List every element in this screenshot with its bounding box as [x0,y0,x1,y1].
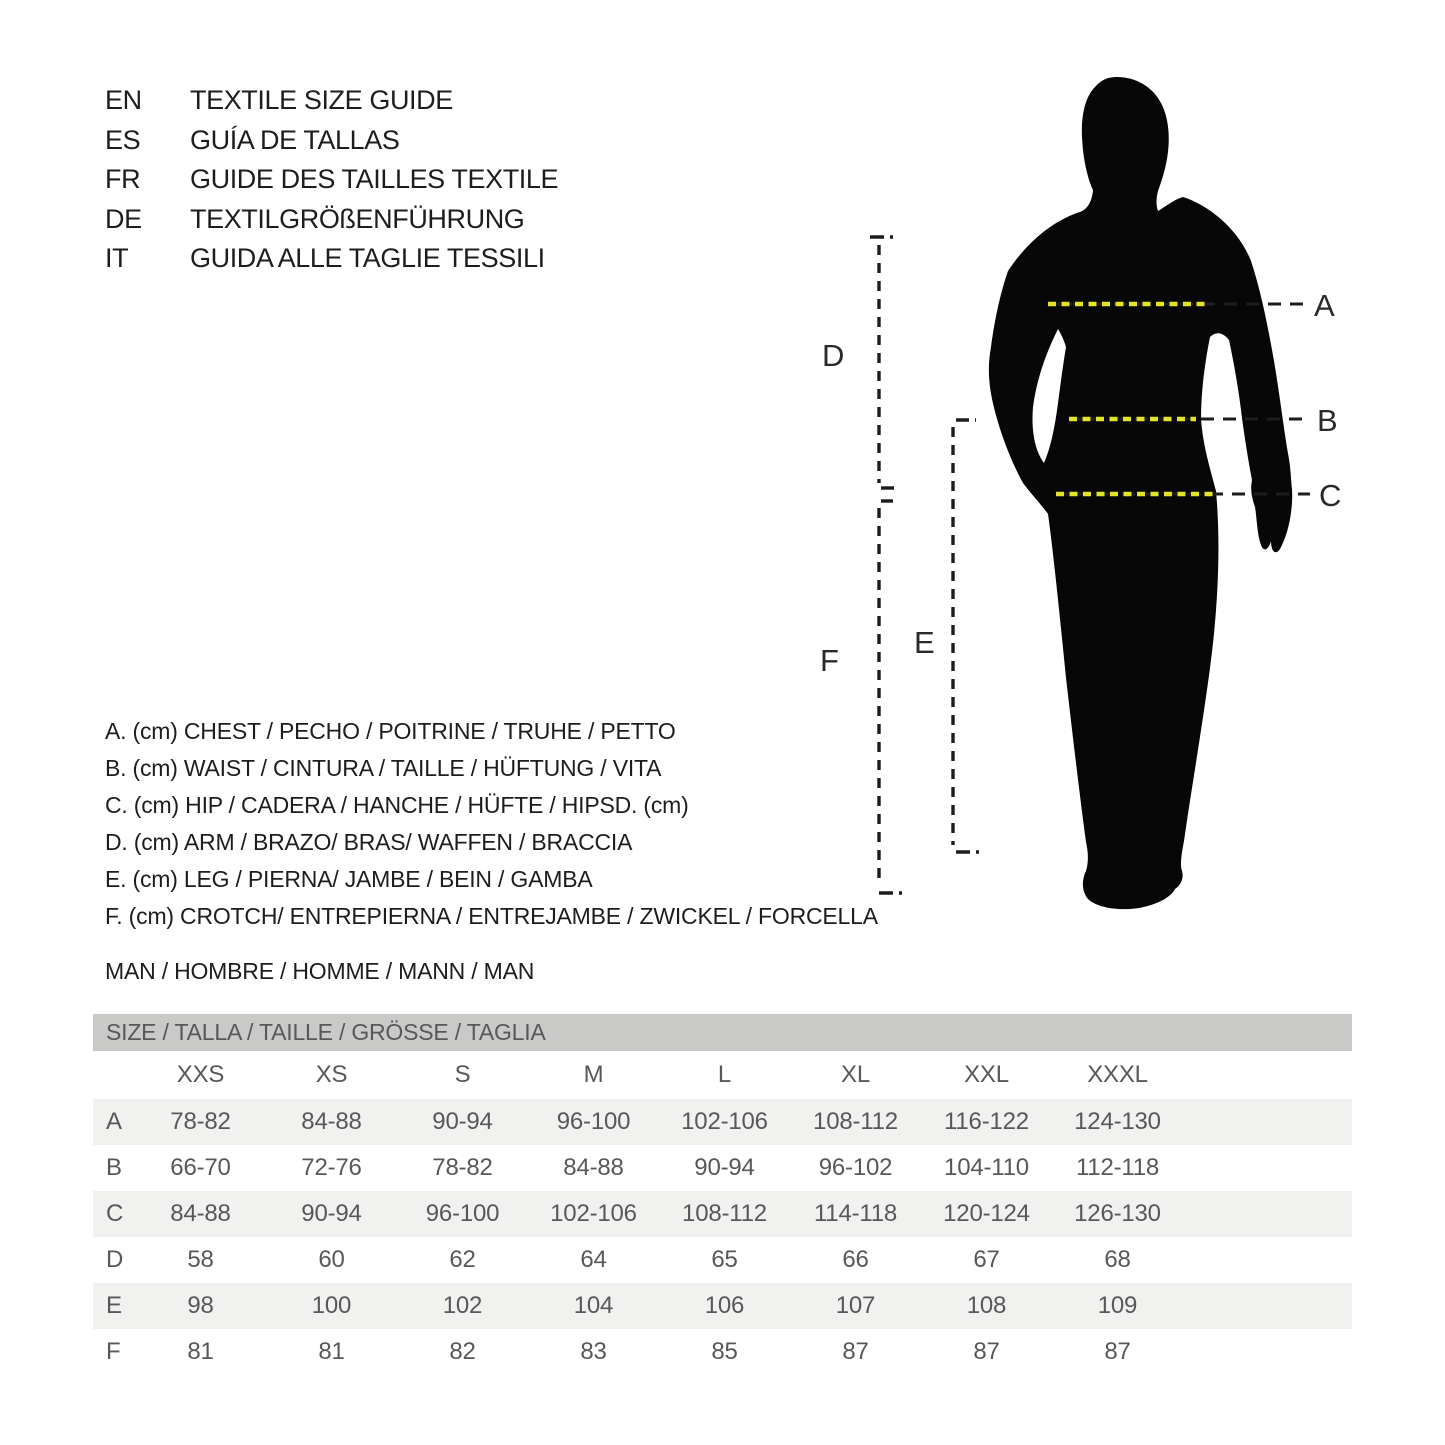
size-value: 96-100 [425,1200,500,1227]
size-value: 104-110 [944,1154,1029,1181]
measure-label-e: E [914,625,935,660]
measure-bracket-e [953,420,982,852]
size-value: 120-124 [943,1200,1030,1227]
size-value: 58 [187,1246,214,1273]
table-row-d [93,1237,1352,1283]
size-value: 108 [966,1292,1007,1319]
size-value: 116-122 [944,1108,1029,1135]
corner-cell [93,1051,135,1099]
size-value: 60 [318,1246,345,1273]
row-label: F [106,1338,121,1365]
filler-cell [1183,1051,1352,1099]
table-row-f [93,1329,1352,1375]
legend-item-c: C. (cm) HIP / CADERA / HANCHE / HÜFTE / HIPSD. (cm) [105,792,689,818]
language-code: EN [105,85,142,116]
row-label: C [106,1200,124,1227]
size-value: 87 [973,1338,1000,1365]
size-table [93,1014,1352,1375]
size-value: 100 [311,1292,352,1319]
size-value: 82 [449,1338,476,1365]
measure-label-b: B [1317,403,1338,438]
legend-item-a: A. (cm) CHEST / PECHO / POITRINE / TRUHE / PETTO [105,718,676,744]
legend-item-d: D. (cm) ARM / BRAZO/ BRAS/ WAFFEN / BRACCIA [105,829,633,855]
size-value: 108-112 [682,1200,767,1227]
guide-title: GUIDE DES TAILLES TEXTILE [190,164,559,195]
filler-cell [1183,1145,1352,1191]
size-value: 114-118 [813,1200,898,1227]
size-value: 78-82 [432,1154,493,1181]
size-value: 90-94 [432,1108,493,1135]
size-value: 87 [1104,1338,1131,1365]
size-value: 84-88 [563,1154,624,1181]
size-value: 106 [704,1292,745,1319]
measure-label-d: D [822,338,845,373]
filler-cell [1183,1329,1352,1375]
size-value: 98 [187,1292,214,1319]
guide-title: TEXTILGRÖßENFÜHRUNG [190,203,525,234]
size-column-header: XL [841,1061,870,1088]
size-value: 96-100 [556,1108,631,1135]
size-value: 65 [711,1246,738,1273]
language-code: DE [105,203,142,234]
guide-title: GUÍA DE TALLAS [190,124,400,155]
size-value: 84-88 [301,1108,362,1135]
filler-cell [1183,1283,1352,1329]
size-value: 104 [573,1292,614,1319]
legend-item-b: B. (cm) WAIST / CINTURA / TAILLE / HÜFTUNG / VITA [105,755,662,781]
size-value: 102-106 [681,1108,768,1135]
measure-bracket-d [870,237,896,488]
size-column-header: XXL [964,1061,1009,1088]
size-columns-row [93,1051,1352,1099]
language-code: FR [105,164,141,195]
size-value: 78-82 [170,1108,231,1135]
measure-bracket-f [879,501,905,893]
table-row-c [93,1191,1352,1237]
size-value: 67 [973,1246,1000,1273]
size-value: 102 [442,1292,483,1319]
filler-cell [1183,1237,1352,1283]
filler-cell [1183,1099,1352,1145]
size-value: 112-118 [1075,1154,1160,1181]
measure-label-a: A [1314,288,1335,323]
size-value: 64 [580,1246,607,1273]
size-column-header: S [454,1061,471,1088]
language-code: IT [105,243,129,274]
filler-cell [1183,1191,1352,1237]
size-value: 107 [835,1292,876,1319]
row-label: B [106,1154,122,1181]
size-value: 124-130 [1074,1108,1161,1135]
size-value: 90-94 [301,1200,362,1227]
row-label: E [106,1292,122,1319]
size-value: 66-70 [170,1154,231,1181]
size-column-header: M [583,1061,604,1088]
legend-item-f: F. (cm) CROTCH/ ENTREPIERNA / ENTREJAMBE / ZWICKEL / FORCELLA [105,903,878,929]
size-value: 83 [580,1338,607,1365]
row-label: D [106,1246,124,1273]
size-table-header: SIZE / TALLA / TAILLE / GRÖSSE / TAGLIA [93,1014,1352,1051]
language-code: ES [105,124,141,155]
size-value: 109 [1097,1292,1138,1319]
size-value: 72-76 [301,1154,362,1181]
size-value: 81 [318,1338,345,1365]
size-column-header: L [717,1061,732,1088]
size-value: 84-88 [170,1200,231,1227]
table-row-a [93,1099,1352,1145]
size-column-header: XS [315,1061,348,1088]
size-value: 62 [449,1246,476,1273]
measure-label-c: C [1319,478,1342,513]
size-value: 102-106 [550,1200,637,1227]
guide-title: GUIDA ALLE TAGLIE TESSILI [190,243,545,274]
legend-item-e: E. (cm) LEG / PIERNA/ JAMBE / BEIN / GAMBA [105,866,593,892]
size-value: 108-112 [813,1108,898,1135]
size-column-header: XXXL [1087,1061,1148,1088]
size-value: 81 [187,1338,214,1365]
size-column-header: XXS [176,1061,225,1088]
row-label: A [106,1108,122,1135]
measurement-legend [105,713,878,935]
size-value: 126-130 [1074,1200,1161,1227]
measure-label-f: F [820,643,839,678]
table-row-b [93,1145,1352,1191]
size-value: 68 [1104,1246,1131,1273]
size-value: 87 [842,1338,869,1365]
table-row-e [93,1283,1352,1329]
size-value: 66 [842,1246,869,1273]
guide-title: TEXTILE SIZE GUIDE [190,85,453,116]
size-value: 96-102 [818,1154,893,1181]
size-value: 85 [711,1338,738,1365]
category-line: MAN / HOMBRE / HOMME / MANN / MAN [105,958,535,984]
size-value: 90-94 [694,1154,755,1181]
